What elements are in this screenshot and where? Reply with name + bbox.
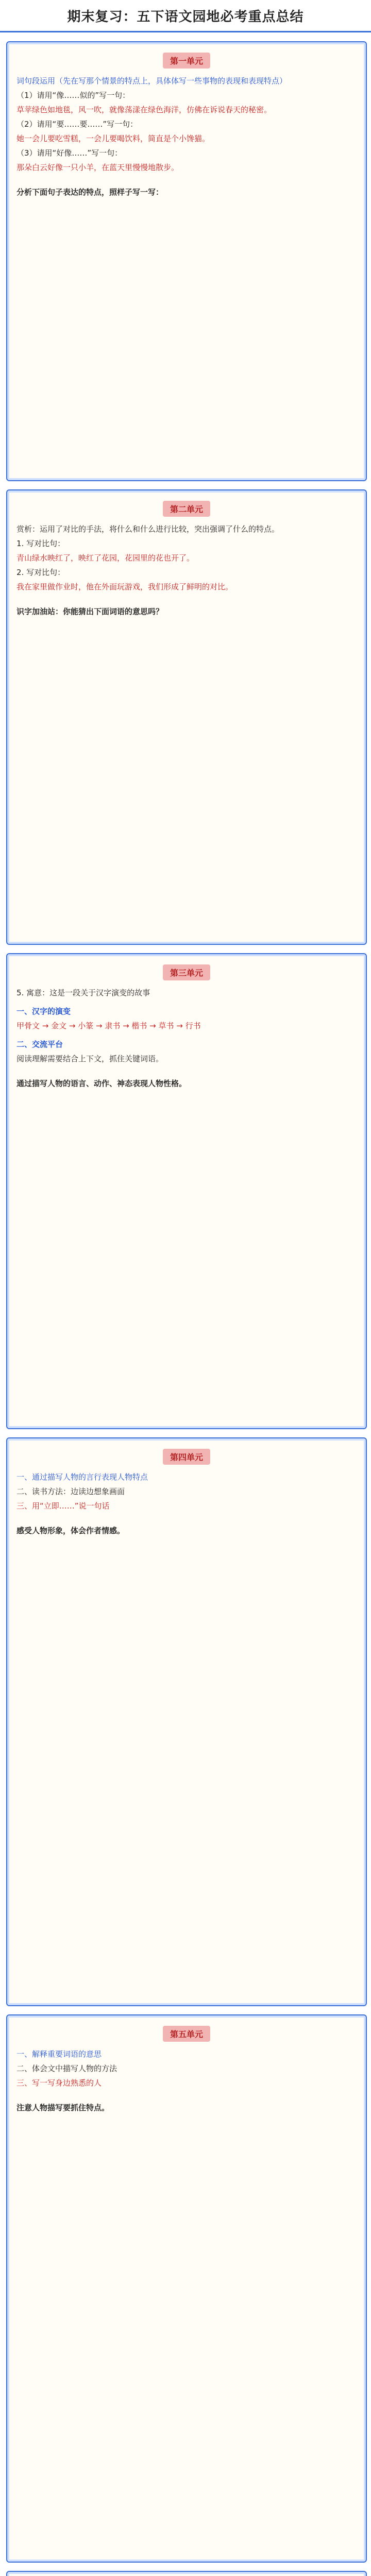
paragraph: 一、解释重要词语的意思 <box>16 2049 102 2059</box>
paragraph: 二、体会文中描写人物的方法 <box>16 2064 117 2073</box>
tip: 分析下面句子表达的特点，照样子写一写： <box>16 188 164 197</box>
tip: 通过描写人物的语言、动作、神态表现人物性格。 <box>16 1079 187 1088</box>
tip: 识字加油站：你能猜出下面词语的意思吗？ <box>16 607 164 616</box>
unit-title: 第三单元 <box>163 964 210 980</box>
paragraph: 甲骨文 → 金文 → 小篆 → 隶书 → 楷书 → 草书 → 行书 <box>16 1021 201 1030</box>
paragraph: 5. 寓意：这是一段关于汉字演变的故事 <box>16 988 150 997</box>
paragraph: 三、写一写身边熟悉的人 <box>16 2078 102 2088</box>
unit-panel-2 <box>6 489 367 945</box>
tip: 注意人物描写要抓住特点。 <box>16 2103 110 2112</box>
paragraph: 一、通过描写人物的言行表现人物特点 <box>16 1472 148 1482</box>
tip: 感受人物形象，体会作者情感。 <box>16 1526 125 1535</box>
unit-panel-4 <box>6 1437 367 2006</box>
unit-title: 第四单元 <box>163 1449 210 1465</box>
paragraph: 词句段运用（先在写那个情景的特点上，具体体写一些事物的表现和表现特点） <box>16 76 288 86</box>
unit-panel-3 <box>6 953 367 1429</box>
paragraph: 阅读理解需要结合上下文，抓住关键词语。 <box>16 1054 164 1063</box>
paragraph: 二、交流平台 <box>16 1040 63 1049</box>
unit-panel-5 <box>6 2014 367 2563</box>
paragraph: 二、读书方法：边读边想象画面 <box>16 1487 125 1496</box>
paragraph: （2）请用“要……要……”写一句： <box>16 120 138 129</box>
unit-title: 第五单元 <box>163 2026 210 2042</box>
paragraph: （3）请用“好像……”写一句： <box>16 148 123 158</box>
paragraph: 三、用“立即……”说一句话 <box>16 1501 110 1511</box>
paragraph: 1. 写对比句： <box>16 539 65 548</box>
paragraph: （1）请用“像……似的”写一句： <box>16 91 130 100</box>
paragraph: 那朵白云好像一只小羊，在蓝天里慢慢地散步。 <box>16 163 179 172</box>
unit-panel-6 <box>6 2571 367 2576</box>
unit-panel-1 <box>6 41 367 481</box>
paragraph: 赏析：运用了对比的手法，将什么和什么进行比较，突出强调了什么的特点。 <box>16 524 280 534</box>
page-title: 期末复习：五下语文园地必考重点总结 <box>67 9 304 25</box>
unit-title: 第一单元 <box>163 53 210 69</box>
paragraph: 草苹绿色如地毯，风一吹，就像荡漾在绿色海洋，仿佛在诉说春天的秘密。 <box>16 105 272 114</box>
unit-title: 第二单元 <box>163 501 210 517</box>
header <box>0 0 371 32</box>
paragraph: 我在家里做作业时，他在外面玩游戏，我们形成了鲜明的对比。 <box>16 582 233 591</box>
paragraph: 一、汉字的演变 <box>16 1007 71 1016</box>
paragraph: 青山绿水映红了，映红了花园，花园里的花也开了。 <box>16 553 195 563</box>
paragraph: 她一会儿要吃雪糕，一会儿要喝饮料，简直是个小馋猫。 <box>16 134 210 143</box>
paragraph: 2. 写对比句： <box>16 568 65 577</box>
